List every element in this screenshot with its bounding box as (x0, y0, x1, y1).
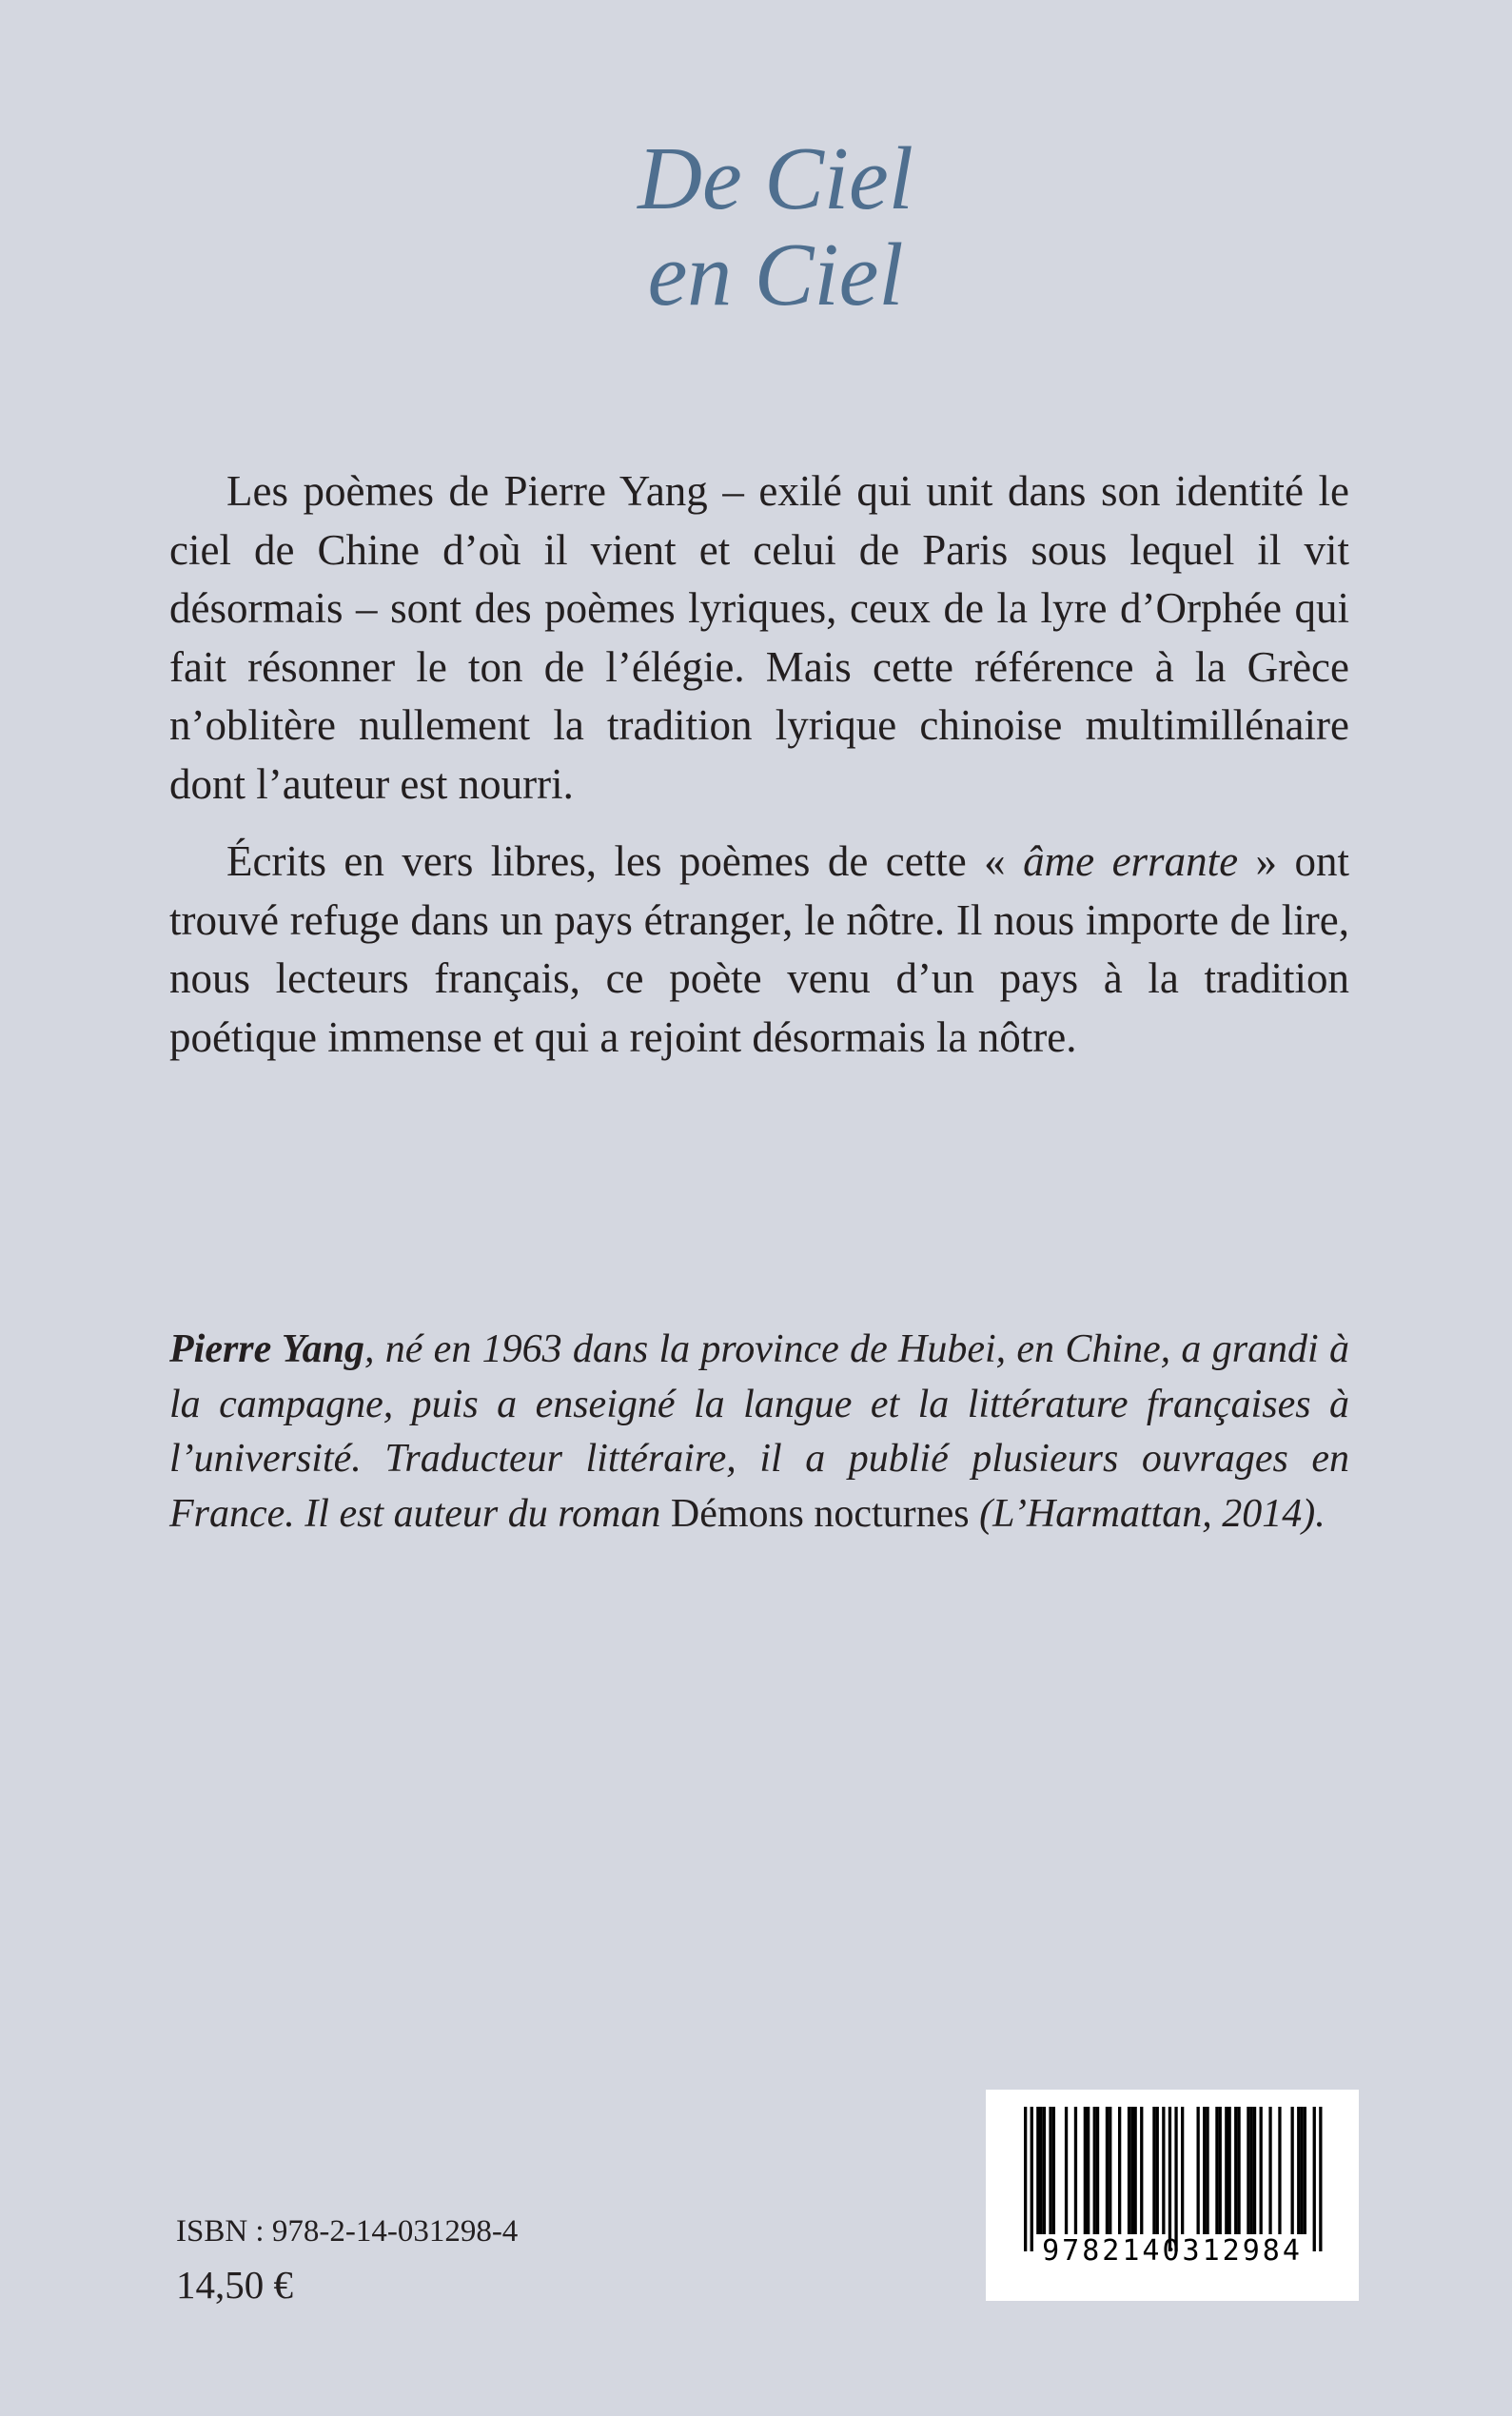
barcode-bar (1106, 2107, 1109, 2234)
barcode-bar (1219, 2107, 1222, 2234)
barcode-bar (1197, 2107, 1200, 2234)
blurb-p2-before: Écrits en vers libres, les poèmes de cette « (226, 837, 1024, 885)
barcode-bar (1087, 2107, 1090, 2234)
barcode-bar (1118, 2107, 1121, 2234)
barcode-bar (1168, 2107, 1171, 2251)
barcode-bar (1043, 2107, 1046, 2234)
bio-text-before: , né en 1963 dans la province de Hubei, en Chine, a grandi à la campagne, puis a enseigné la langue et la littérature françaises à l’université. Traducteur littéraire, il a publié plusieurs ouvrages en France. Il est auteur du roman (169, 1327, 1349, 1536)
blurb-paragraph-2 (169, 833, 1349, 1067)
barcode-bar (1260, 2107, 1263, 2234)
barcode-bar (1036, 2107, 1039, 2234)
price-label: 14,50 € (176, 2263, 293, 2307)
author-bio (169, 1323, 1349, 1542)
barcode-bar (1128, 2107, 1130, 2234)
bio-text-after: (L’Harmattan, 2014). (969, 1491, 1325, 1536)
novel-title: Démons nocturnes (670, 1491, 970, 1536)
blurb-paragraph-1: Les poèmes de Pierre Yang – exilé qui unit dans son identité le ciel de Chine d’où il vient et celui de Paris sous lequel il vit désormais – sont des poèmes lyriques, ceux de la lyre d’Orphée qui fait résonner le ton de l’élégie. Mais cette référence à la Grèce n’oblitère nullement la tradition lyrique chinoise multimillénaire dont l’auteur est nourri. (169, 467, 1349, 808)
barcode-bar (1215, 2107, 1218, 2234)
barcode-bar (1024, 2107, 1027, 2251)
barcode-bar (1049, 2107, 1051, 2234)
isbn-label: ISBN : 978-2-14-031298-4 (176, 2214, 519, 2249)
barcode-bar (1225, 2107, 1227, 2234)
barcode-bar (1291, 2107, 1294, 2234)
barcode-bar (1253, 2107, 1256, 2234)
barcode-bar (1052, 2107, 1055, 2234)
back-cover-blurb (169, 462, 1349, 1067)
author-name: Pierre Yang (169, 1327, 364, 1371)
barcode-bar (1304, 2107, 1306, 2234)
barcode-bars (986, 2090, 1359, 2301)
barcode (986, 2090, 1359, 2301)
barcode-bar (1031, 2107, 1033, 2251)
barcode-bar (1065, 2107, 1068, 2234)
barcode-bar (1234, 2107, 1237, 2234)
barcode-bar (1237, 2107, 1240, 2234)
barcode-bar (1130, 2107, 1133, 2234)
barcode-bar (1181, 2107, 1184, 2234)
barcode-bar (1297, 2107, 1300, 2234)
barcode-bar (1093, 2107, 1096, 2234)
barcode-bar (1096, 2107, 1099, 2234)
barcode-bar (1040, 2107, 1043, 2234)
barcode-bar (1268, 2107, 1271, 2234)
barcode-bar (1319, 2107, 1322, 2251)
barcode-digits: 9782140312984 (1042, 2234, 1303, 2268)
barcode-bar (1206, 2107, 1208, 2234)
barcode-bar (1278, 2107, 1281, 2234)
barcode-bar (1203, 2107, 1206, 2234)
barcode-bar (1134, 2107, 1137, 2234)
barcode-bar (1247, 2107, 1249, 2234)
barcode-bar (1313, 2107, 1316, 2251)
title-line-2: en Ciel (647, 226, 904, 324)
barcode-bar (1174, 2107, 1177, 2251)
barcode-bar (1140, 2107, 1143, 2234)
barcode-bar (1228, 2107, 1231, 2234)
book-title (0, 131, 1512, 324)
barcode-bar (1152, 2107, 1155, 2234)
blurb-p2-after: » ont trouvé refuge dans un pays étranger, le nôtre. Il nous importe de lire, nous lecteurs français, ce poète venu d’un pays à la tradition poétique immense et qui a rejoint désormais la nôtre. (169, 837, 1349, 1061)
barcode-bar (1109, 2107, 1111, 2234)
barcode-bar (1300, 2107, 1303, 2234)
barcode-bar (1250, 2107, 1253, 2234)
title-line-1: De Ciel (638, 129, 913, 228)
barcode-bar (1162, 2107, 1165, 2234)
barcode-bar (1156, 2107, 1159, 2234)
blurb-p2-emphasis: âme errante (1023, 837, 1239, 885)
barcode-bar (1074, 2107, 1077, 2234)
barcode-bar (1084, 2107, 1087, 2234)
